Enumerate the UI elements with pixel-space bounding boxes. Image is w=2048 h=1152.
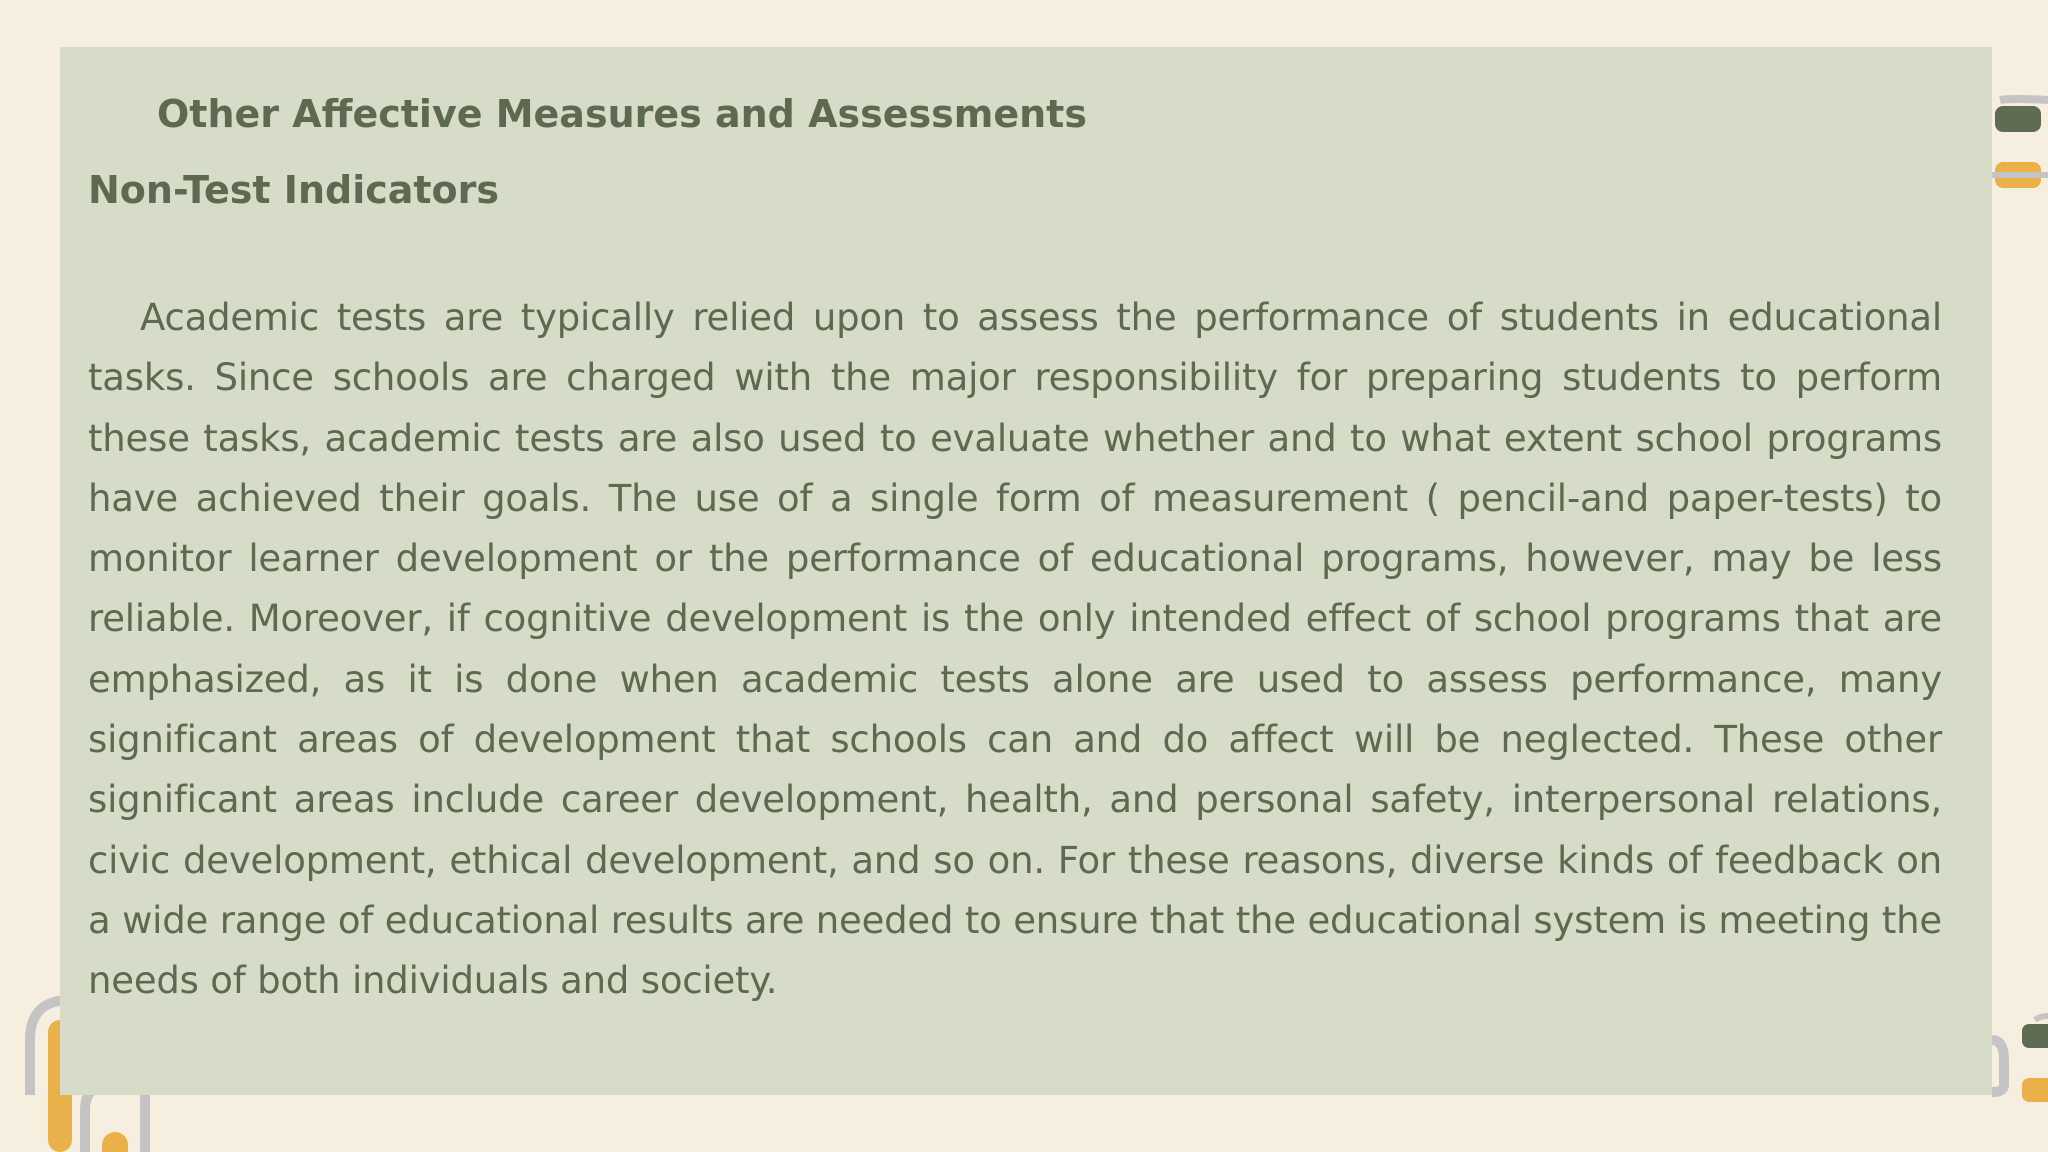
slide-subheading: Non-Test Indicators [88, 168, 500, 212]
decor-gray-arc-bottom-right [1992, 1040, 2004, 1092]
decor-yellow-dot [102, 1132, 128, 1152]
decor-yellow-pill-bottom [2022, 1078, 2048, 1102]
decor-gray-arc-bottom-right-2 [2035, 1016, 2048, 1020]
decor-gray-arc-top-right [2000, 99, 2048, 100]
decor-green-pill-top [1995, 106, 2041, 132]
slide-heading: Other Affective Measures and Assessments [157, 92, 1087, 136]
body-paragraph: Academic tests are typically relied upon to assess the performance of students in educational tasks. Since schools are charged with the major responsibility for preparing students to perform these tasks, academic tests are also used to evaluate whether and to what extent school programs have achieved their goals. The use of a single form of measurement ( pencil-and paper-tests) to monitor learner development or the performance of educational programs, however, may be less reliable. Moreover, if cognitive development is the only intended effect of school programs that are emphasized, as it is done when academic tests alone are used to assess performance, many significant areas of development that schools can and do affect will be neglected. These other significant areas include career development, health, and personal safety, interpersonal relations, civic development, ethical development, and so on. For these reasons, diverse kinds of feedback on a wide range of educational results are needed to ensure that the educational system is meeting the needs of both individuals and society. [88, 296, 1942, 1003]
decor-green-pill-bottom [2022, 1024, 2048, 1048]
